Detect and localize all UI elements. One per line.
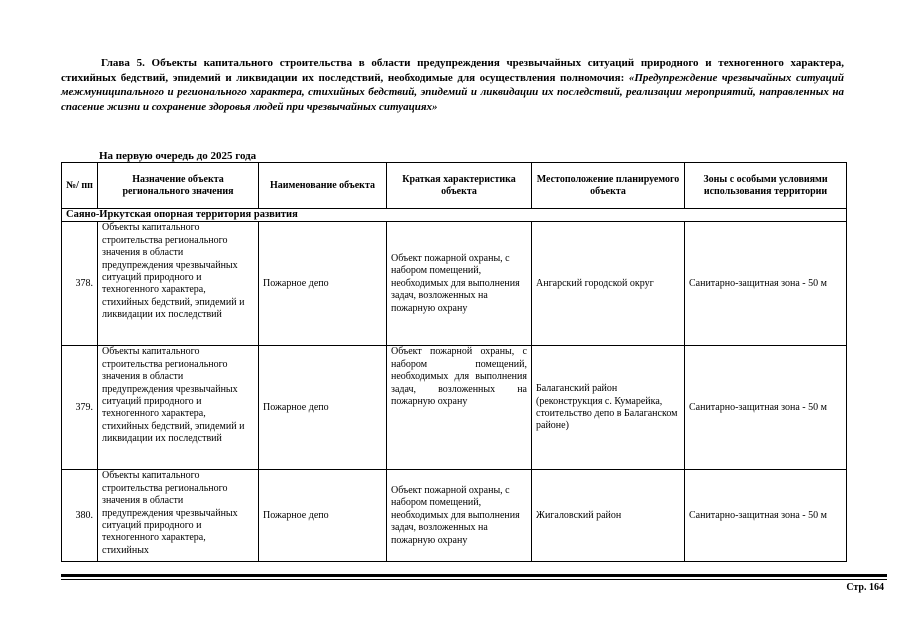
chapter-heading-bold: Глава 5. Объекты капитального строительства в области предупреждения чрезвычайных ситуаций природного и техногенного характера, стихийных бедствий, эпидемий и ликвидации их последствий, необходимые для осуществления полномочия: <box>61 57 844 84</box>
row-name: Пожарное депо <box>259 470 387 562</box>
row-zones: Санитарно-защитная зона - 50 м <box>685 346 847 470</box>
row-name: Пожарное депо <box>259 346 387 470</box>
row-zones: Санитарно-защитная зона - 50 м <box>685 222 847 346</box>
header-location: Местоположение планируемого объекта <box>532 163 685 209</box>
row-location: Ангарский городской округ <box>532 222 685 346</box>
header-name: Наименование объекта <box>259 163 387 209</box>
footer-divider-thick <box>61 574 887 577</box>
header-num: №/ пп <box>62 163 98 209</box>
row-zones: Санитарно-защитная зона - 50 м <box>685 470 847 562</box>
row-purpose: Объекты капитального строительства регионального значения в области предупреждения чрезвычайных ситуаций природного и техногенного характера, стихийных <box>98 470 259 562</box>
row-characteristic: Объект пожарной охраны, с набором помещений, необходимых для выполнения задач, возложенных на пожарную охрану <box>387 470 532 562</box>
header-characteristic: Краткая характеристика объекта <box>387 163 532 209</box>
region-row <box>62 209 847 222</box>
table-row <box>62 346 847 470</box>
row-name: Пожарное депо <box>259 222 387 346</box>
row-num: 380. <box>62 470 98 562</box>
row-num: 378. <box>62 222 98 346</box>
chapter-heading-italic: «Предупреждение чрезвычайных ситуаций межмуниципального и регионального характера, стихийных бедствий, эпидемий и ликвидации их последствий, реализации мероприятий, направленных на спасение жизни и сохранение здоровья людей при чрезвычайных ситуациях» <box>61 71 844 113</box>
region-label: Саяно-Иркутская опорная территория развития <box>62 209 847 222</box>
stage-subheading: На первую очередь до 2025 года <box>99 150 257 162</box>
table-header-row <box>62 163 847 209</box>
row-location: Жигаловский район <box>532 470 685 562</box>
table-row <box>62 222 847 346</box>
objects-table <box>61 162 847 562</box>
page-number: Стр. 164 <box>846 582 884 593</box>
row-num: 379. <box>62 346 98 470</box>
row-purpose: Объекты капитального строительства регионального значения в области предупреждения чрезвычайных ситуаций природного и техногенного характера, стихийных бедствий, эпидемий и ликвидации их последствий <box>98 222 259 346</box>
header-purpose: Назначение объекта регионального значения <box>98 163 259 209</box>
table-row <box>62 470 847 562</box>
row-purpose: Объекты капитального строительства регионального значения в области предупреждения чрезвычайных ситуаций природного и техногенного характера, стихийных бедствий, эпидемий и ликвидации их последствий <box>98 346 259 470</box>
row-location: Балаганский район (реконструкция с. Кумарейка, стоительство депо в Балаганском районе) <box>532 346 685 470</box>
chapter-heading <box>61 56 844 114</box>
row-characteristic: Объект пожарной охраны, с набором помещений, необходимых для выполнения задач, возложенных на пожарную охрану <box>387 346 532 470</box>
header-zones: Зоны с особыми условиями использования территории <box>685 163 847 209</box>
row-characteristic: Объект пожарной охраны, с набором помещений, необходимых для выполнения задач, возложенных на пожарную охрану <box>387 222 532 346</box>
footer-divider-thin <box>61 579 887 580</box>
